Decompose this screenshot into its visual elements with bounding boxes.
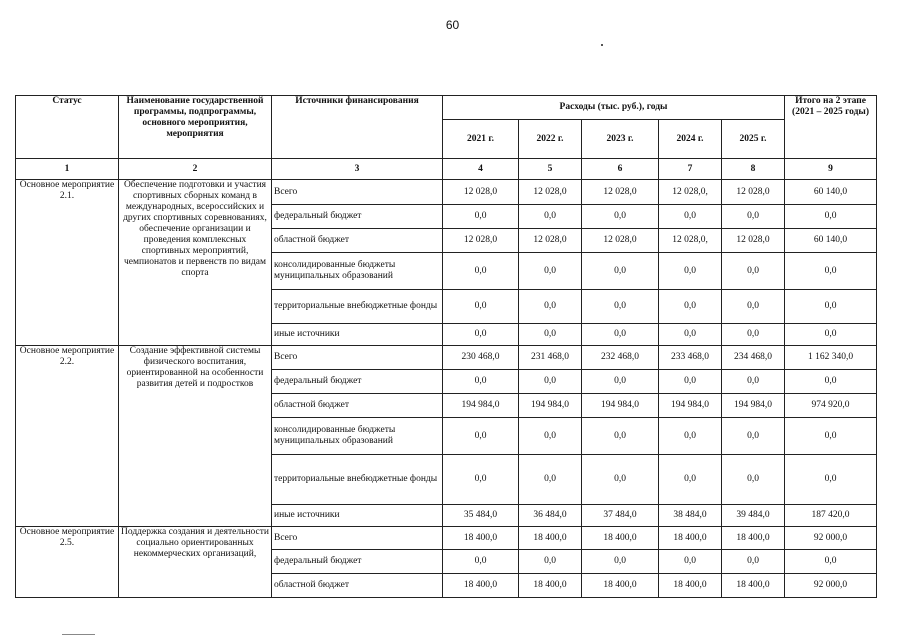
year-value-cell: 0,0: [519, 205, 582, 229]
year-value-cell: 230 468,0: [443, 346, 519, 370]
column-number: 8: [722, 159, 785, 180]
year-value-cell: 12 028,0: [443, 229, 519, 253]
column-number: 4: [443, 159, 519, 180]
year-value-cell: 0,0: [659, 370, 722, 394]
header-year: 2021 г.: [443, 120, 519, 159]
column-number-row: [16, 159, 877, 180]
year-value-cell: 0,0: [519, 418, 582, 455]
table-body: [16, 180, 877, 598]
year-value-cell: 0,0: [443, 418, 519, 455]
column-number: 1: [16, 159, 119, 180]
year-value-cell: 194 984,0: [443, 394, 519, 418]
year-value-cell: 0,0: [659, 418, 722, 455]
funding-source-cell: областной бюджет: [272, 394, 443, 418]
year-value-cell: 12 028,0: [722, 229, 785, 253]
total-value-cell: 1 162 340,0: [785, 346, 877, 370]
column-number: 6: [582, 159, 659, 180]
total-value-cell: 92 000,0: [785, 574, 877, 598]
year-value-cell: 231 468,0: [519, 346, 582, 370]
year-value-cell: 0,0: [722, 455, 785, 505]
year-value-cell: 18 400,0: [659, 574, 722, 598]
funding-source-cell: областной бюджет: [272, 229, 443, 253]
column-number: 9: [785, 159, 877, 180]
year-value-cell: 0,0: [443, 290, 519, 324]
scan-dot: [601, 44, 603, 46]
year-value-cell: 0,0: [582, 455, 659, 505]
total-value-cell: 0,0: [785, 205, 877, 229]
year-value-cell: 12 028,0,: [659, 229, 722, 253]
total-value-cell: 0,0: [785, 370, 877, 394]
year-value-cell: 0,0: [722, 290, 785, 324]
year-value-cell: 0,0: [659, 290, 722, 324]
header-year: 2025 г.: [722, 120, 785, 159]
table-row: [16, 346, 877, 370]
funding-source-cell: областной бюджет: [272, 574, 443, 598]
program-name-cell: Создание эффективной системы физического воспитания, ориентированной на особенности развития детей и подростков: [119, 346, 272, 527]
year-value-cell: 18 400,0: [519, 527, 582, 550]
total-value-cell: 60 140,0: [785, 180, 877, 205]
year-value-cell: 194 984,0: [519, 394, 582, 418]
year-value-cell: 0,0: [582, 290, 659, 324]
year-value-cell: 0,0: [659, 324, 722, 346]
year-value-cell: 0,0: [722, 205, 785, 229]
year-value-cell: 0,0: [582, 418, 659, 455]
year-value-cell: 0,0: [443, 455, 519, 505]
funding-source-cell: федеральный бюджет: [272, 550, 443, 574]
year-value-cell: 12 028,0: [443, 180, 519, 205]
divider: [62, 634, 95, 635]
column-number: 7: [659, 159, 722, 180]
year-value-cell: 0,0: [443, 205, 519, 229]
year-value-cell: 0,0: [443, 253, 519, 290]
year-value-cell: 0,0: [582, 205, 659, 229]
year-value-cell: 0,0: [519, 324, 582, 346]
total-value-cell: 60 140,0: [785, 229, 877, 253]
year-value-cell: 18 400,0: [722, 527, 785, 550]
header-status: Статус: [16, 96, 119, 159]
year-value-cell: 0,0: [443, 324, 519, 346]
year-value-cell: 12 028,0: [582, 180, 659, 205]
year-value-cell: 0,0: [722, 550, 785, 574]
year-value-cell: 194 984,0: [582, 394, 659, 418]
status-cell: Основное мероприятие 2.2.: [16, 346, 119, 527]
funding-source-cell: иные источники: [272, 505, 443, 527]
header-expenses: Расходы (тыс. руб.), годы: [443, 96, 785, 120]
header-sources: Источники финансирования: [272, 96, 443, 159]
program-name-cell: Поддержка создания и деятельности социально ориентированных некоммерческих организаций,: [119, 527, 272, 598]
year-value-cell: 18 400,0: [659, 527, 722, 550]
table-row: [16, 527, 877, 550]
header-year: 2023 г.: [582, 120, 659, 159]
year-value-cell: 12 028,0: [722, 180, 785, 205]
header-year: 2022 г.: [519, 120, 582, 159]
status-cell: Основное мероприятие 2.1.: [16, 180, 119, 346]
funding-source-cell: федеральный бюджет: [272, 370, 443, 394]
column-number: 3: [272, 159, 443, 180]
program-name-cell: Обеспечение подготовки и участия спортивных сборных команд в международных, всероссийских и других спортивных соревнованиях, обеспечение организации и проведения комплексных спортивных мероприятий, чемпионатов и первенств по видам спорта: [119, 180, 272, 346]
year-value-cell: 12 028,0: [519, 229, 582, 253]
year-value-cell: 38 484,0: [659, 505, 722, 527]
year-value-cell: 37 484,0: [582, 505, 659, 527]
year-value-cell: 0,0: [722, 324, 785, 346]
year-value-cell: 0,0: [519, 370, 582, 394]
year-value-cell: 0,0: [519, 253, 582, 290]
total-value-cell: 0,0: [785, 324, 877, 346]
total-value-cell: 92 000,0: [785, 527, 877, 550]
page-number: 60: [445, 18, 460, 32]
column-number: 5: [519, 159, 582, 180]
year-value-cell: 0,0: [722, 370, 785, 394]
year-value-cell: 0,0: [659, 253, 722, 290]
total-value-cell: 0,0: [785, 253, 877, 290]
year-value-cell: 18 400,0: [443, 574, 519, 598]
year-value-cell: 0,0: [659, 205, 722, 229]
year-value-cell: 0,0: [519, 550, 582, 574]
funding-source-cell: иные источники: [272, 324, 443, 346]
year-value-cell: 39 484,0: [722, 505, 785, 527]
total-value-cell: 974 920,0: [785, 394, 877, 418]
year-value-cell: 0,0: [722, 418, 785, 455]
year-value-cell: 232 468,0: [582, 346, 659, 370]
year-value-cell: 0,0: [582, 324, 659, 346]
year-value-cell: 0,0: [659, 550, 722, 574]
funding-source-cell: Всего: [272, 527, 443, 550]
status-cell: Основное мероприятие 2.5.: [16, 527, 119, 598]
year-value-cell: 0,0: [443, 550, 519, 574]
total-value-cell: 0,0: [785, 550, 877, 574]
funding-source-cell: Всего: [272, 346, 443, 370]
year-value-cell: 234 468,0: [722, 346, 785, 370]
funding-source-cell: территориальные внебюджетные фонды: [272, 455, 443, 505]
year-value-cell: 18 400,0: [582, 527, 659, 550]
year-value-cell: 0,0: [659, 455, 722, 505]
year-value-cell: 0,0: [582, 370, 659, 394]
year-value-cell: 0,0: [519, 455, 582, 505]
column-number: 2: [119, 159, 272, 180]
funding-source-cell: Всего: [272, 180, 443, 205]
funding-source-cell: федеральный бюджет: [272, 205, 443, 229]
year-value-cell: 0,0: [443, 370, 519, 394]
year-value-cell: 0,0: [582, 550, 659, 574]
year-value-cell: 36 484,0: [519, 505, 582, 527]
year-value-cell: 194 984,0: [722, 394, 785, 418]
header-total: Итого на 2 этапе (2021 – 2025 годы): [785, 96, 877, 159]
year-value-cell: 194 984,0: [659, 394, 722, 418]
total-value-cell: 187 420,0: [785, 505, 877, 527]
year-value-cell: 18 400,0: [722, 574, 785, 598]
year-value-cell: 0,0: [519, 290, 582, 324]
total-value-cell: 0,0: [785, 455, 877, 505]
year-value-cell: 0,0: [582, 253, 659, 290]
total-value-cell: 0,0: [785, 418, 877, 455]
header-year: 2024 г.: [659, 120, 722, 159]
year-value-cell: 18 400,0: [443, 527, 519, 550]
year-value-cell: 12 028,0: [582, 229, 659, 253]
year-value-cell: 233 468,0: [659, 346, 722, 370]
year-value-cell: 35 484,0: [443, 505, 519, 527]
table-row: [16, 180, 877, 205]
funding-source-cell: консолидированные бюджеты муниципальных образований: [272, 253, 443, 290]
year-value-cell: 18 400,0: [582, 574, 659, 598]
year-value-cell: 18 400,0: [519, 574, 582, 598]
funding-source-cell: территориальные внебюджетные фонды: [272, 290, 443, 324]
header-name: Наименование государственной программы, подпрограммы, основного мероприятия, мероприятия: [119, 96, 272, 159]
year-value-cell: 12 028,0: [519, 180, 582, 205]
budget-table: [15, 95, 877, 598]
funding-source-cell: консолидированные бюджеты муниципальных образований: [272, 418, 443, 455]
year-value-cell: 12 028,0,: [659, 180, 722, 205]
year-value-cell: 0,0: [722, 253, 785, 290]
total-value-cell: 0,0: [785, 290, 877, 324]
